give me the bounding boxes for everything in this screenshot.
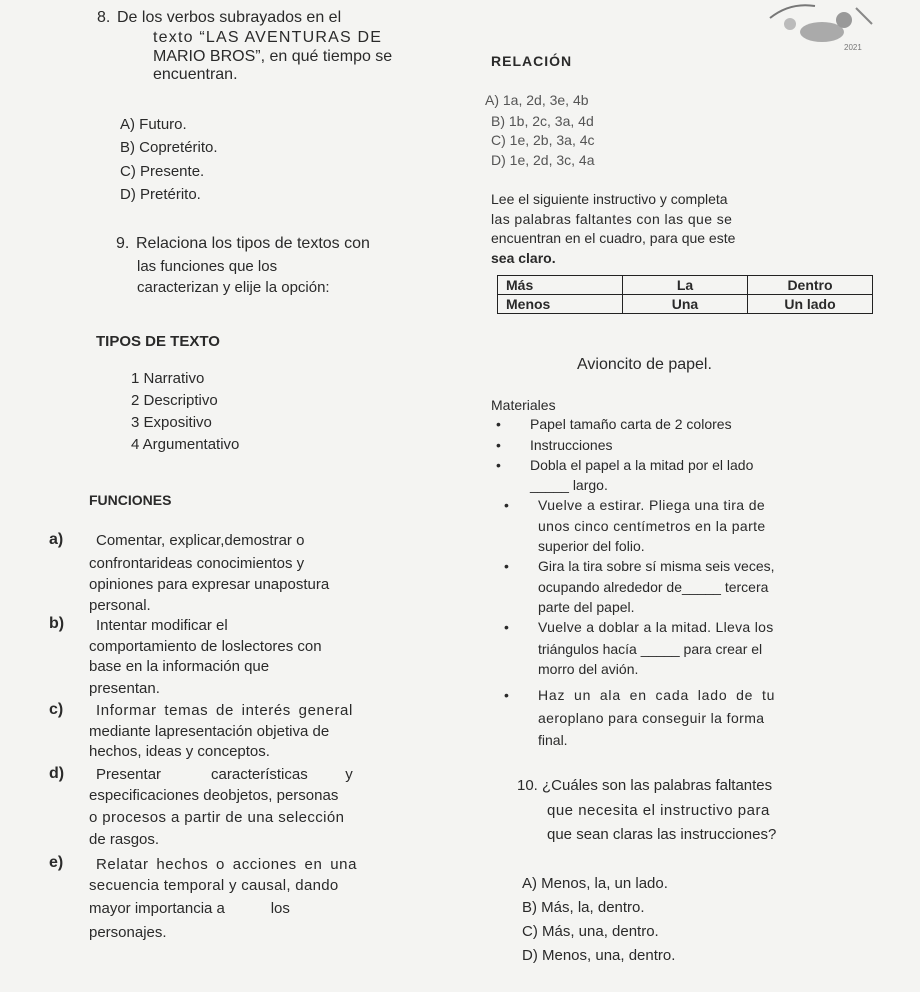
- instructivo-line1: Lee el siguiente instructivo y completa: [491, 191, 728, 207]
- word-box-row: [498, 295, 873, 314]
- step-item: • Gira la tira sobre sí misma seis veces,: [538, 557, 775, 575]
- step-line: final.: [538, 732, 568, 748]
- word-box-cell: Dentro: [748, 276, 873, 295]
- step-line: triángulos hacía _____ para crear el: [538, 641, 763, 657]
- q10-option-b[interactable]: B) Más, la, dentro.: [522, 899, 645, 916]
- word-box-row: [498, 276, 873, 295]
- q10-option-c[interactable]: C) Más, una, dentro.: [522, 923, 659, 940]
- step-line: superior del folio.: [538, 538, 645, 554]
- q8-line1: De los verbos subrayados en el: [117, 9, 342, 26]
- funcion-c-line: Informar temas de interés general: [96, 702, 353, 719]
- q8-option-c[interactable]: C) Presente.: [120, 163, 205, 180]
- q8-line4: encuentran.: [153, 66, 238, 83]
- avioncito-title: Avioncito de papel.: [577, 356, 712, 373]
- funcion-a-letter: a): [49, 531, 64, 548]
- q9-number: 9.: [116, 235, 130, 252]
- funcion-b-letter: b): [49, 615, 65, 632]
- tipo-item-3: 3 Expositivo: [131, 414, 212, 431]
- funcion-a-line: opiniones para expresar unapostura: [89, 576, 330, 593]
- q8-number: 8.: [97, 9, 111, 26]
- q10-line2: que necesita el instructivo para: [547, 802, 770, 819]
- relacion-option-a[interactable]: A) 1a, 2d, 3e, 4b: [485, 92, 589, 108]
- step-line: unos cinco centímetros en la parte: [538, 518, 766, 534]
- funcion-c-line: mediante lapresentación objetiva de: [89, 723, 330, 740]
- funcion-b-line: Intentar modificar el: [96, 617, 228, 634]
- word-box-cell: Más: [498, 276, 623, 295]
- funciones-title: FUNCIONES: [89, 492, 172, 508]
- funcion-a-line: Comentar, explicar,demostrar o: [96, 532, 305, 549]
- step-item: • Dobla el papel a la mitad por el lado: [530, 456, 753, 474]
- relacion-option-c[interactable]: C) 1e, 2b, 3a, 4c: [491, 132, 595, 148]
- step-line: morro del avión.: [538, 661, 639, 677]
- relacion-title: RELACIÓN: [491, 53, 573, 69]
- funcion-b-line: presentan.: [89, 680, 160, 697]
- logo-year: 2021: [844, 43, 862, 52]
- q10-line3: que sean claras las instrucciones?: [547, 826, 777, 843]
- funcion-d-line: de rasgos.: [89, 831, 160, 848]
- funcion-e-line: personajes.: [89, 924, 167, 941]
- step-item: • Haz un ala en cada lado de tu: [538, 686, 775, 704]
- q8-option-d[interactable]: D) Pretérito.: [120, 186, 201, 203]
- instructivo-line3: encuentran en el cuadro, para que este: [491, 230, 736, 246]
- funcion-e-line: mayor importancia a los: [89, 900, 290, 917]
- funcion-d-letter: d): [49, 765, 65, 782]
- instructivo-line4: sea claro.: [491, 250, 556, 266]
- word-box-cell: Una: [623, 295, 748, 314]
- tipo-item-1: 1 Narrativo: [131, 370, 205, 387]
- q8-option-a[interactable]: A) Futuro.: [120, 116, 187, 133]
- q8-line3: MARIO BROS”, en qué tiempo se: [153, 48, 393, 65]
- relacion-option-b[interactable]: B) 1b, 2c, 3a, 4d: [491, 113, 594, 129]
- funcion-c-letter: c): [49, 701, 64, 718]
- funcion-d-line: o procesos a partir de una selección: [89, 809, 345, 826]
- q8-line2: texto “LAS AVENTURAS DE: [153, 29, 383, 46]
- word-box-table: [497, 275, 873, 314]
- q9-line3: caracterizan y elije la opción:: [137, 279, 330, 296]
- step-line: aeroplano para conseguir la forma: [538, 710, 765, 726]
- funcion-b-line: comportamiento de loslectores con: [89, 638, 322, 655]
- funcion-d-line: especificaciones deobjetos, personas: [89, 787, 339, 804]
- q10-option-a[interactable]: A) Menos, la, un lado.: [522, 875, 668, 892]
- step-line: parte del papel.: [538, 599, 635, 615]
- tipo-item-4: 4 Argumentativo: [131, 436, 240, 453]
- relacion-option-d[interactable]: D) 1e, 2d, 3c, 4a: [491, 152, 595, 168]
- instructivo-line2: las palabras faltantes con las que se: [491, 211, 733, 227]
- q10-line1: 10. ¿Cuáles son las palabras faltantes: [517, 777, 773, 794]
- funcion-a-line: personal.: [89, 597, 151, 614]
- step-line: _____ largo.: [530, 477, 608, 493]
- funcion-b-line: base en la información que: [89, 658, 270, 675]
- step-item: • Papel tamaño carta de 2 colores: [530, 415, 732, 433]
- funcion-a-line: confrontarideas conocimientos y: [89, 555, 305, 572]
- school-logo-icon: [760, 0, 880, 52]
- word-box-cell: Un lado: [748, 295, 873, 314]
- funcion-d-line: Presentar características y: [96, 766, 353, 783]
- tipo-item-2: 2 Descriptivo: [131, 392, 218, 409]
- funcion-e-line: Relatar hechos o acciones en una: [96, 856, 358, 873]
- q9-line2: las funciones que los: [137, 258, 278, 275]
- step-item: • Vuelve a doblar a la mitad. Lleva los: [538, 618, 774, 636]
- step-item: • Vuelve a estirar. Pliega una tira de: [538, 496, 765, 514]
- funcion-c-line: hechos, ideas y conceptos.: [89, 743, 270, 760]
- word-box-cell: Menos: [498, 295, 623, 314]
- tipos-title: TIPOS DE TEXTO: [96, 333, 220, 350]
- q10-option-d[interactable]: D) Menos, una, dentro.: [522, 947, 676, 964]
- word-box-cell: La: [623, 276, 748, 295]
- q9-line1: Relaciona los tipos de textos con: [136, 235, 370, 252]
- funcion-e-line: secuencia temporal y causal, dando: [89, 877, 339, 894]
- materiales-label: Materiales: [491, 397, 556, 413]
- funcion-e-letter: e): [49, 854, 64, 871]
- q8-option-b[interactable]: B) Copretérito.: [120, 139, 218, 156]
- step-item: • Instrucciones: [530, 436, 612, 454]
- step-line: ocupando alrededor de_____ tercera: [538, 579, 769, 595]
